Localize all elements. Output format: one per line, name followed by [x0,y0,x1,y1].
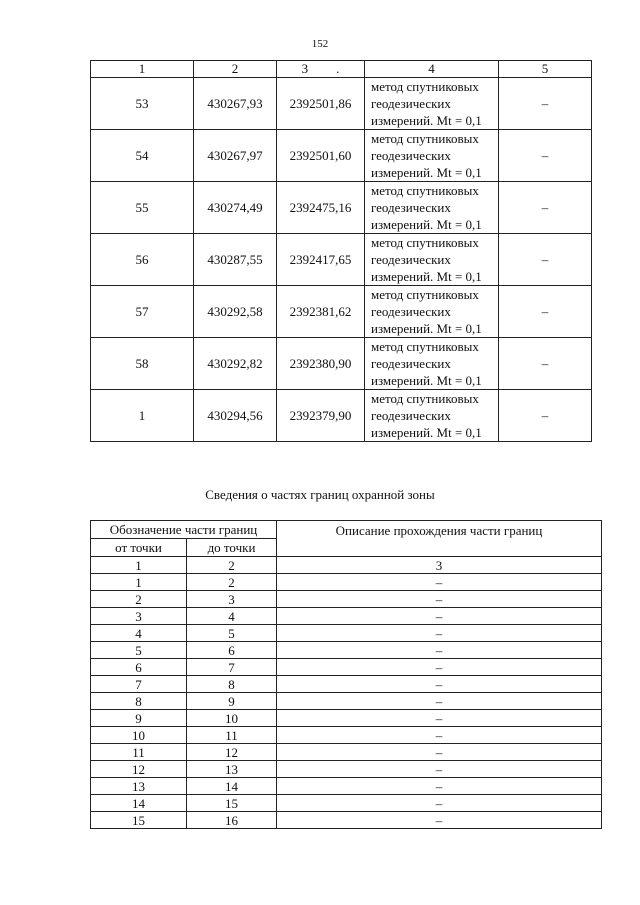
parts-to-cell: 16 [187,812,277,829]
parts-header-group: Обозначение части границ [91,521,277,539]
parts-number-3: 3 [277,557,602,574]
coord-row [91,338,592,390]
parts-number-2: 2 [187,557,277,574]
coord-note-cell: – [499,390,592,442]
parts-to-cell: 10 [187,710,277,727]
coord-x-cell: 430292,82 [194,338,277,390]
parts-row [91,727,602,744]
parts-desc-cell: – [277,574,602,591]
parts-row [91,795,602,812]
method-line: измерений. Mt = 0,1 [371,113,482,128]
parts-to-cell: 15 [187,795,277,812]
parts-row [91,710,602,727]
coord-point-cell: 55 [91,182,194,234]
coord-header-3 [277,61,365,78]
parts-from-cell: 10 [91,727,187,744]
parts-from-cell: 11 [91,744,187,761]
parts-row [91,812,602,829]
coord-header-2: 2 [194,61,277,78]
parts-row [91,778,602,795]
parts-row [91,608,602,625]
parts-header-from: от точки [91,539,187,557]
method-line: метод спутниковых [371,391,479,406]
parts-desc-cell: – [277,761,602,778]
page-number: 152 [311,38,329,50]
coord-point-cell: 58 [91,338,194,390]
coord-header-5: 5 [499,61,592,78]
coord-point-cell: 57 [91,286,194,338]
method-line: метод спутниковых [371,183,479,198]
parts-from-cell: 8 [91,693,187,710]
parts-from-cell: 9 [91,710,187,727]
method-line: геодезических [371,304,451,319]
coord-note-cell: – [499,338,592,390]
parts-desc-cell: – [277,778,602,795]
parts-desc-cell: – [277,659,602,676]
parts-row [91,591,602,608]
coord-note-cell: – [499,78,592,130]
parts-from-cell: 1 [91,574,187,591]
parts-to-cell: 3 [187,591,277,608]
parts-from-cell: 15 [91,812,187,829]
coord-row [91,234,592,286]
coord-note-cell: – [499,286,592,338]
coord-method-cell [365,234,499,286]
method-line: измерений. Mt = 0,1 [371,217,482,232]
parts-header-to: до точки [187,539,277,557]
method-line: метод спутниковых [371,235,479,250]
parts-desc-cell: – [277,710,602,727]
coord-header-3-label: 3 [301,61,309,76]
coord-point-cell: 54 [91,130,194,182]
coord-note-cell: – [499,130,592,182]
method-line: измерений. Mt = 0,1 [371,321,482,336]
coord-row [91,78,592,130]
coord-method-cell [365,338,499,390]
parts-desc-cell: – [277,608,602,625]
parts-header-row-1 [91,521,602,539]
method-line: измерений. Mt = 0,1 [371,373,482,388]
parts-from-cell: 4 [91,625,187,642]
parts-to-cell: 8 [187,676,277,693]
parts-number-row [91,557,602,574]
method-line: измерений. Mt = 0,1 [371,425,482,440]
coord-header-4: 4 [365,61,499,78]
parts-row [91,693,602,710]
method-line: геодезических [371,252,451,267]
method-line: метод спутниковых [371,131,479,146]
parts-to-cell: 12 [187,744,277,761]
coord-y-cell: 2392501,86 [277,78,365,130]
coord-row [91,130,592,182]
parts-number-1: 1 [91,557,187,574]
coord-note-cell: – [499,182,592,234]
parts-desc-cell: – [277,676,602,693]
parts-row [91,625,602,642]
coord-note-cell: – [499,234,592,286]
parts-desc-cell: – [277,744,602,761]
coordinates-table [90,60,592,442]
coord-y-cell: 2392501,60 [277,130,365,182]
method-line: геодезических [371,356,451,371]
coord-point-cell: 53 [91,78,194,130]
coord-x-cell: 430274,49 [194,182,277,234]
method-line: геодезических [371,200,451,215]
coord-y-cell: 2392379,90 [277,390,365,442]
coord-method-cell [365,130,499,182]
coord-row [91,182,592,234]
parts-desc-cell: – [277,591,602,608]
parts-to-cell: 13 [187,761,277,778]
coord-header-1: 1 [91,61,194,78]
method-line: метод спутниковых [371,287,479,302]
parts-row [91,659,602,676]
parts-desc-cell: – [277,727,602,744]
parts-from-cell: 5 [91,642,187,659]
method-line: измерений. Mt = 0,1 [371,165,482,180]
method-line: геодезических [371,408,451,423]
method-line: измерений. Mt = 0,1 [371,269,482,284]
coord-y-cell: 2392380,90 [277,338,365,390]
parts-to-cell: 4 [187,608,277,625]
coord-point-cell: 1 [91,390,194,442]
coord-y-cell: 2392475,16 [277,182,365,234]
parts-to-cell: 2 [187,574,277,591]
method-line: метод спутниковых [371,339,479,354]
parts-to-cell: 11 [187,727,277,744]
coord-method-cell [365,182,499,234]
coord-method-cell [365,286,499,338]
parts-desc-cell: – [277,812,602,829]
method-line: геодезических [371,96,451,111]
parts-header-description: Описание прохождения части границ [277,521,602,557]
coord-x-cell: 430267,93 [194,78,277,130]
parts-from-cell: 3 [91,608,187,625]
boundary-parts-table [90,520,602,829]
coord-header-row [91,61,592,78]
coord-x-cell: 430287,55 [194,234,277,286]
parts-desc-cell: – [277,642,602,659]
coord-x-cell: 430267,97 [194,130,277,182]
parts-from-cell: 2 [91,591,187,608]
coord-point-cell: 56 [91,234,194,286]
parts-row [91,642,602,659]
parts-to-cell: 9 [187,693,277,710]
method-line: метод спутниковых [371,79,479,94]
parts-from-cell: 7 [91,676,187,693]
coord-header-3-dot: . [336,61,340,76]
parts-to-cell: 5 [187,625,277,642]
method-line: геодезических [371,148,451,163]
parts-to-cell: 14 [187,778,277,795]
parts-from-cell: 6 [91,659,187,676]
parts-from-cell: 14 [91,795,187,812]
parts-from-cell: 12 [91,761,187,778]
parts-desc-cell: – [277,795,602,812]
coord-y-cell: 2392417,65 [277,234,365,286]
coord-x-cell: 430292,58 [194,286,277,338]
parts-row [91,676,602,693]
parts-desc-cell: – [277,693,602,710]
section-title: Сведения о частях границ охранной зоны [205,487,435,502]
coord-y-cell: 2392381,62 [277,286,365,338]
coord-method-cell [365,390,499,442]
coord-row [91,390,592,442]
parts-to-cell: 6 [187,642,277,659]
coord-row [91,286,592,338]
parts-row [91,744,602,761]
parts-desc-cell: – [277,625,602,642]
parts-from-cell: 13 [91,778,187,795]
parts-row [91,574,602,591]
parts-to-cell: 7 [187,659,277,676]
coord-method-cell [365,78,499,130]
coord-x-cell: 430294,56 [194,390,277,442]
parts-row [91,761,602,778]
